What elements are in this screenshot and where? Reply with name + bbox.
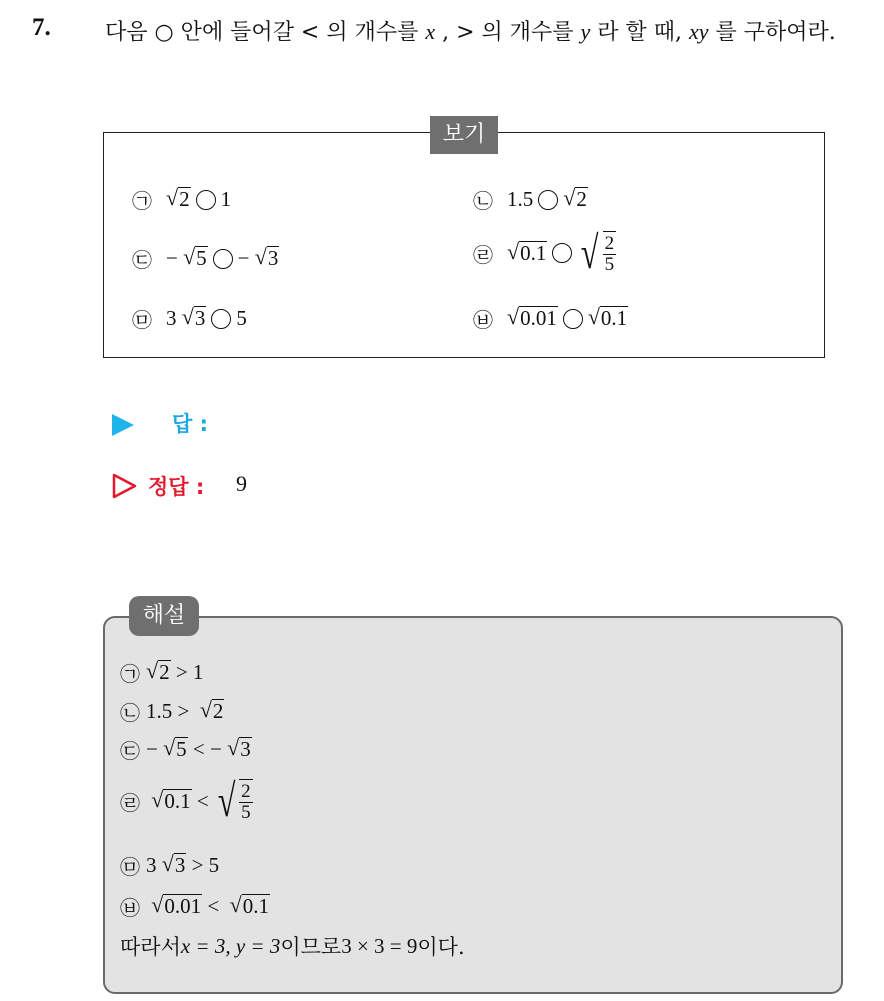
- blank-circle: [563, 309, 583, 329]
- explanation-line-6: ㉥ √ 0.01 < √ 0.1: [120, 892, 269, 920]
- correct-answer-value: 9: [236, 471, 247, 496]
- bogi-item-3: ㉢ − √ 5 − √ 3: [132, 244, 279, 272]
- bogi-item-2: ㉡ 1.5 √ 2: [473, 185, 587, 213]
- blank-circle: [196, 190, 216, 210]
- explanation-line-1: ㉠ √ 2 > 1: [120, 658, 204, 686]
- explanation-line-5: ㉤ 3 √ 3 > 5: [120, 851, 220, 879]
- answer-arrow-icon: [112, 414, 134, 436]
- bogi-label: 보기: [430, 116, 498, 154]
- explanation-line-2: ㉡ 1.5 > √ 2: [120, 697, 224, 725]
- bogi-item-4: ㉣ √ 0.1 √ $\frac{2}{5}$: [473, 227, 615, 278]
- question-number: 7.: [32, 14, 51, 41]
- correct-answer-arrow-icon: [112, 473, 138, 499]
- explanation-conclusion: 따라서 x = 3, y = 3 이므로 3 × 3 = 9 이다.: [120, 933, 465, 959]
- bogi-item-1: ㉠ √ 2 1: [132, 185, 232, 213]
- blank-circle: [538, 190, 558, 210]
- blank-circle: [213, 249, 233, 269]
- blank-circle: [552, 243, 572, 263]
- explanation-line-4: ㉣ √ 0.1 < √ $\frac{2}{5}$: [120, 775, 251, 826]
- correct-answer-label: 정답 :: [148, 475, 205, 499]
- explanation-line-3: ㉢ − √ 5 < − √ 3: [120, 735, 251, 763]
- blank-circle: [211, 309, 231, 329]
- explanation-label: 해설: [129, 596, 199, 636]
- bogi-item-5: ㉤ 3 √ 3 5: [132, 304, 247, 332]
- bogi-item-6: ㉥ √ 0.01 √ 0.1: [473, 304, 628, 332]
- question-text: 다음 ○ 안에 들어갈 < 의 개수를 x , > 의 개수를 y 라 할 때, xy 를 구하여라.: [105, 19, 836, 45]
- answer-label: 답 :: [172, 412, 208, 436]
